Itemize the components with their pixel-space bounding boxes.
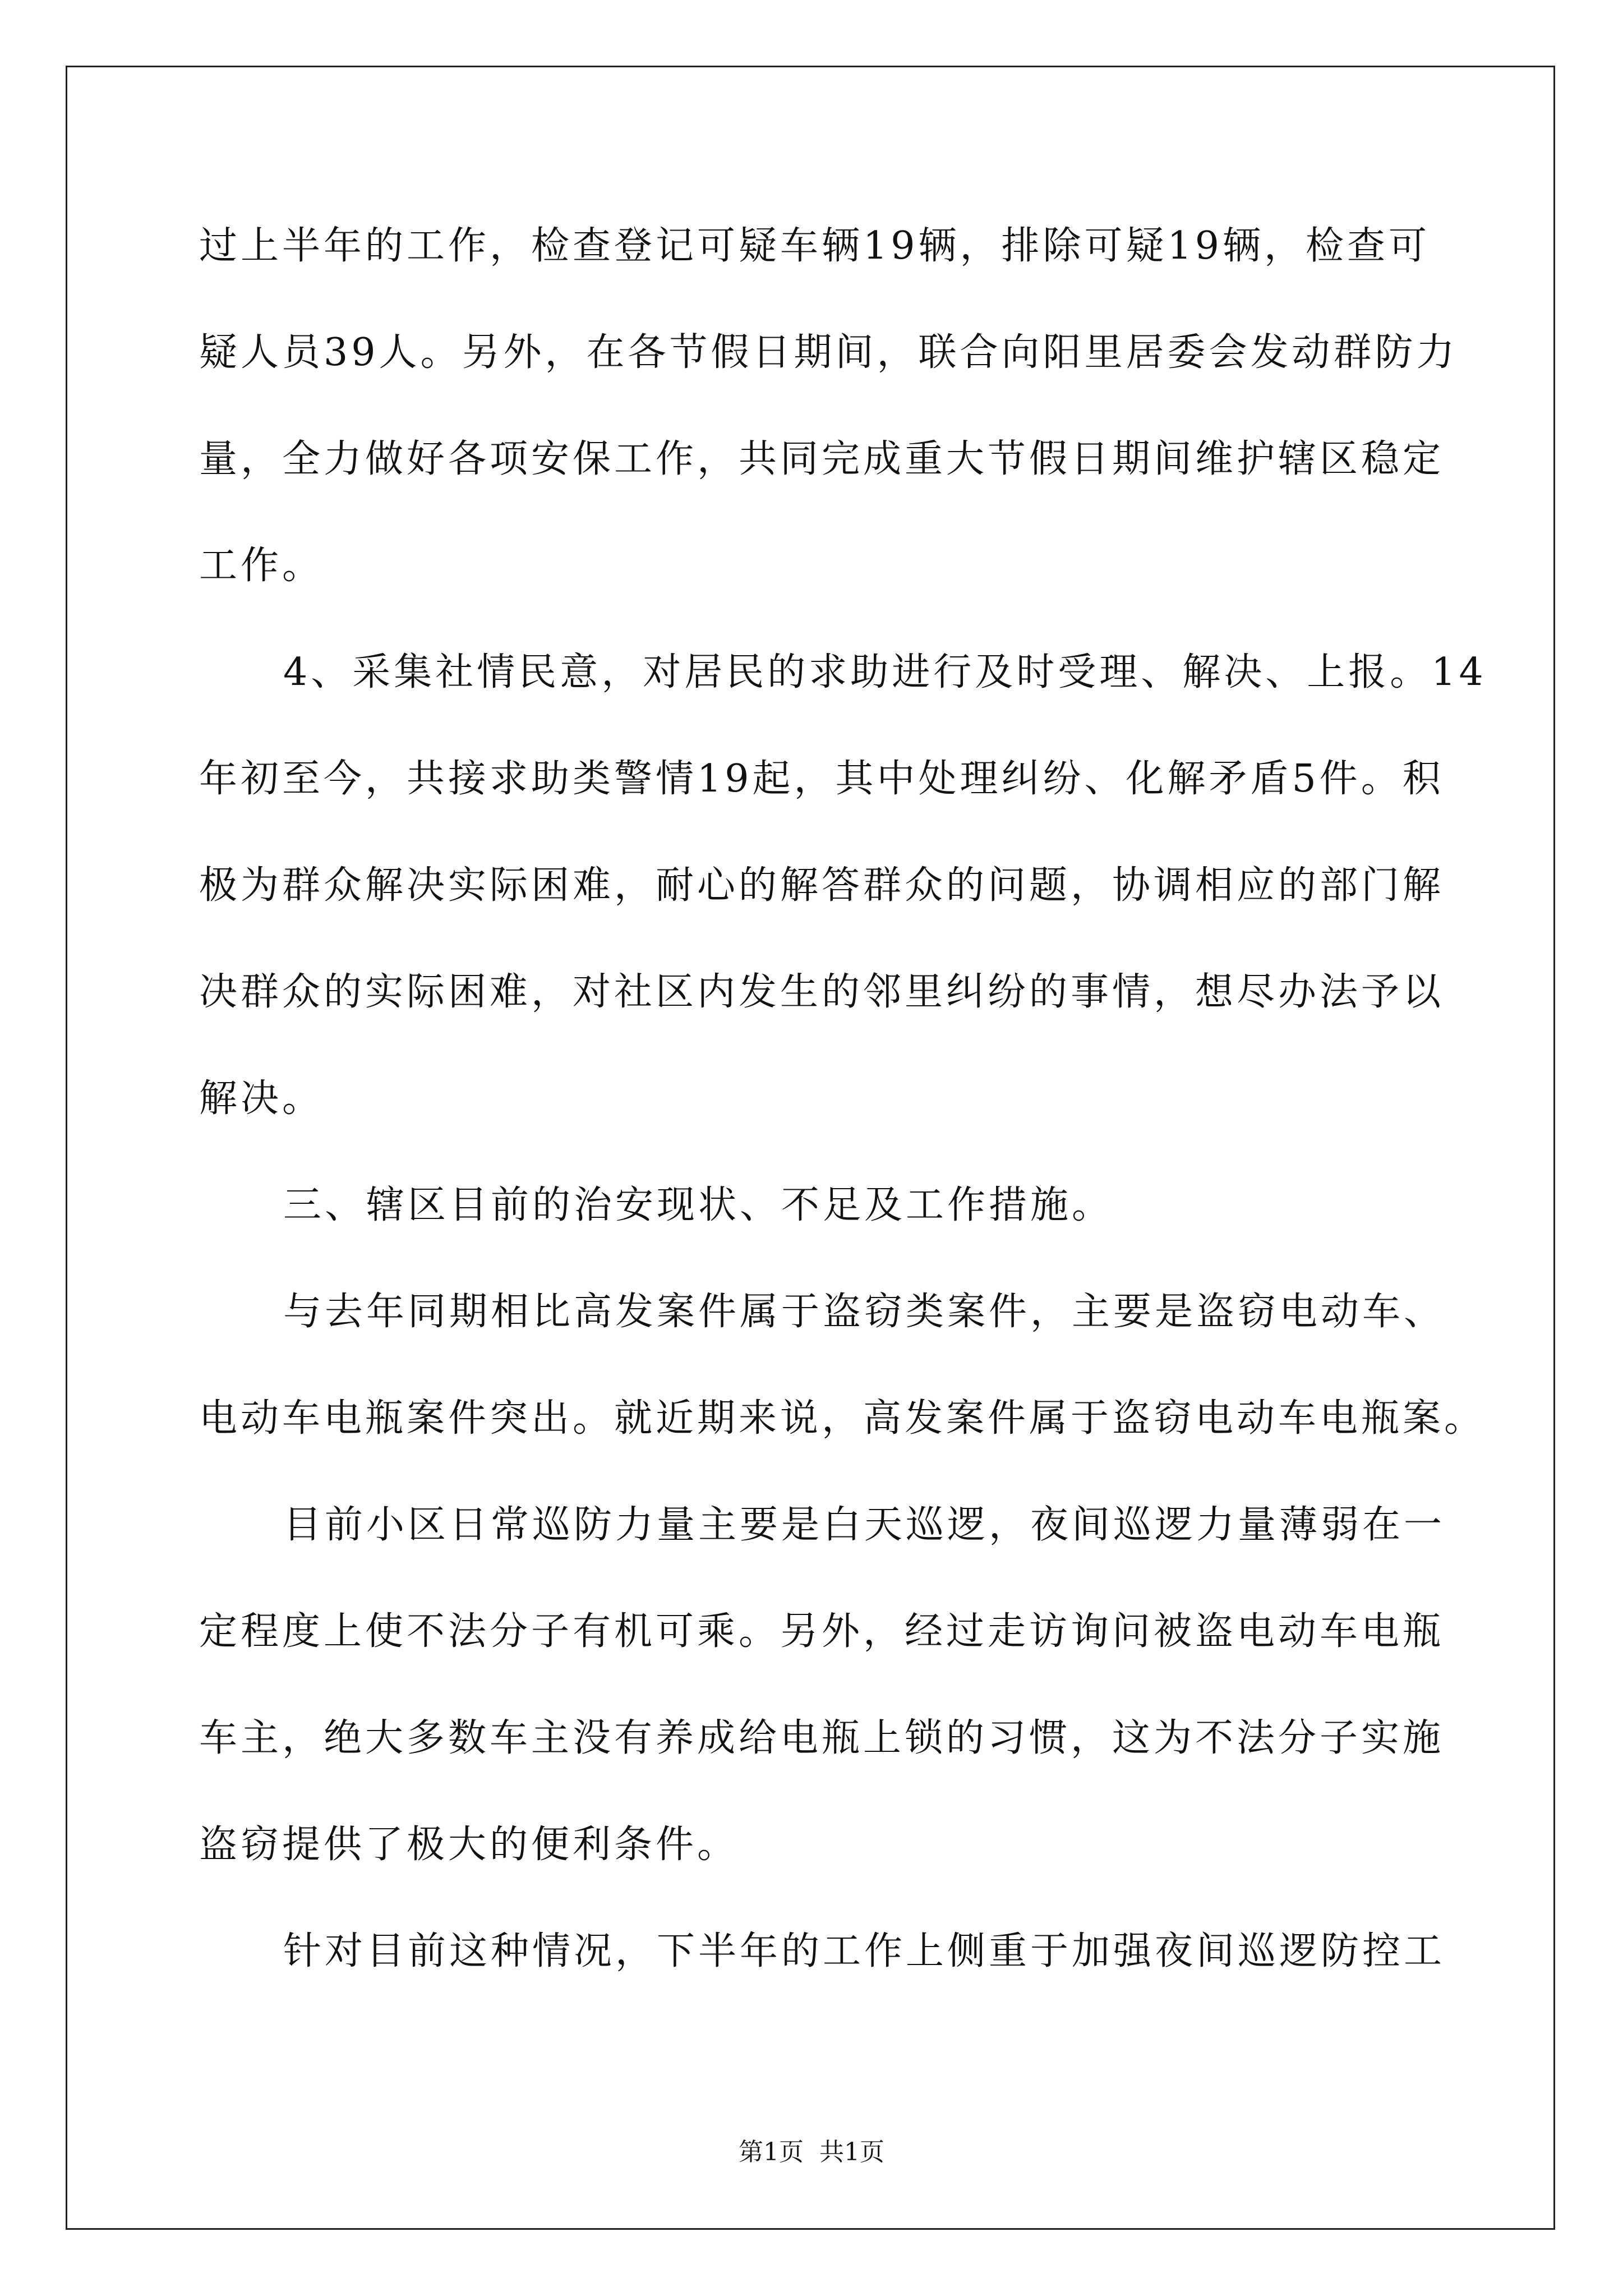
- text-line: 极为群众解决实际困难，耐心的解答群众的问题，协调相应的部门解: [199, 863, 1445, 908]
- section-heading: 三、辖区目前的治安现状、不足及工作措施。: [283, 1183, 1114, 1227]
- text-line: 定程度上使不法分子有机可乘。另外，经过走访询问被盗电动车电瓶: [199, 1609, 1445, 1654]
- text-line: 量，全力做好各项安保工作，共同完成重大节假日期间维护辖区稳定: [199, 437, 1445, 481]
- text-line: 解决。: [199, 1076, 324, 1121]
- text-line: 过上半年的工作，检查登记可疑车辆19辆，排除可疑19辆，检查可: [199, 224, 1431, 268]
- text-line: 目前小区日常巡防力量主要是白天巡逻，夜间巡逻力量薄弱在一: [283, 1503, 1446, 1547]
- text-line: 疑人员39人。另外，在各节假日期间，联合向阳里居委会发动群防力: [199, 330, 1458, 375]
- text-line: 车主，绝大多数车主没有养成给电瓶上锁的习惯，这为不法分子实施: [199, 1716, 1445, 1760]
- text-line: 与去年同期相比高发案件属于盗窃类案件，主要是盗窃电动车、: [283, 1290, 1446, 1334]
- text-line: 4、采集社情民意，对居民的求助进行及时受理、解决、上报。14: [283, 650, 1487, 694]
- text-line: 年初至今，共接求助类警情19起，其中处理纠纷、化解矛盾5件。积: [199, 757, 1444, 801]
- text-line: 决群众的实际困难，对社区内发生的邻里纠纷的事情，想尽办法予以: [199, 970, 1445, 1014]
- page-footer: 第1页 共1页: [739, 2138, 884, 2166]
- text-line: 盗窃提供了极大的便利条件。: [199, 1823, 739, 1867]
- page-border: [66, 66, 1555, 2230]
- text-line: 电动车电瓶案件突出。就近期来说，高发案件属于盗窃电动车电瓶案。: [199, 1396, 1486, 1441]
- text-line: 针对目前这种情况，下半年的工作上侧重于加强夜间巡逻防控工: [283, 1929, 1446, 1973]
- text-line: 工作。: [199, 544, 324, 588]
